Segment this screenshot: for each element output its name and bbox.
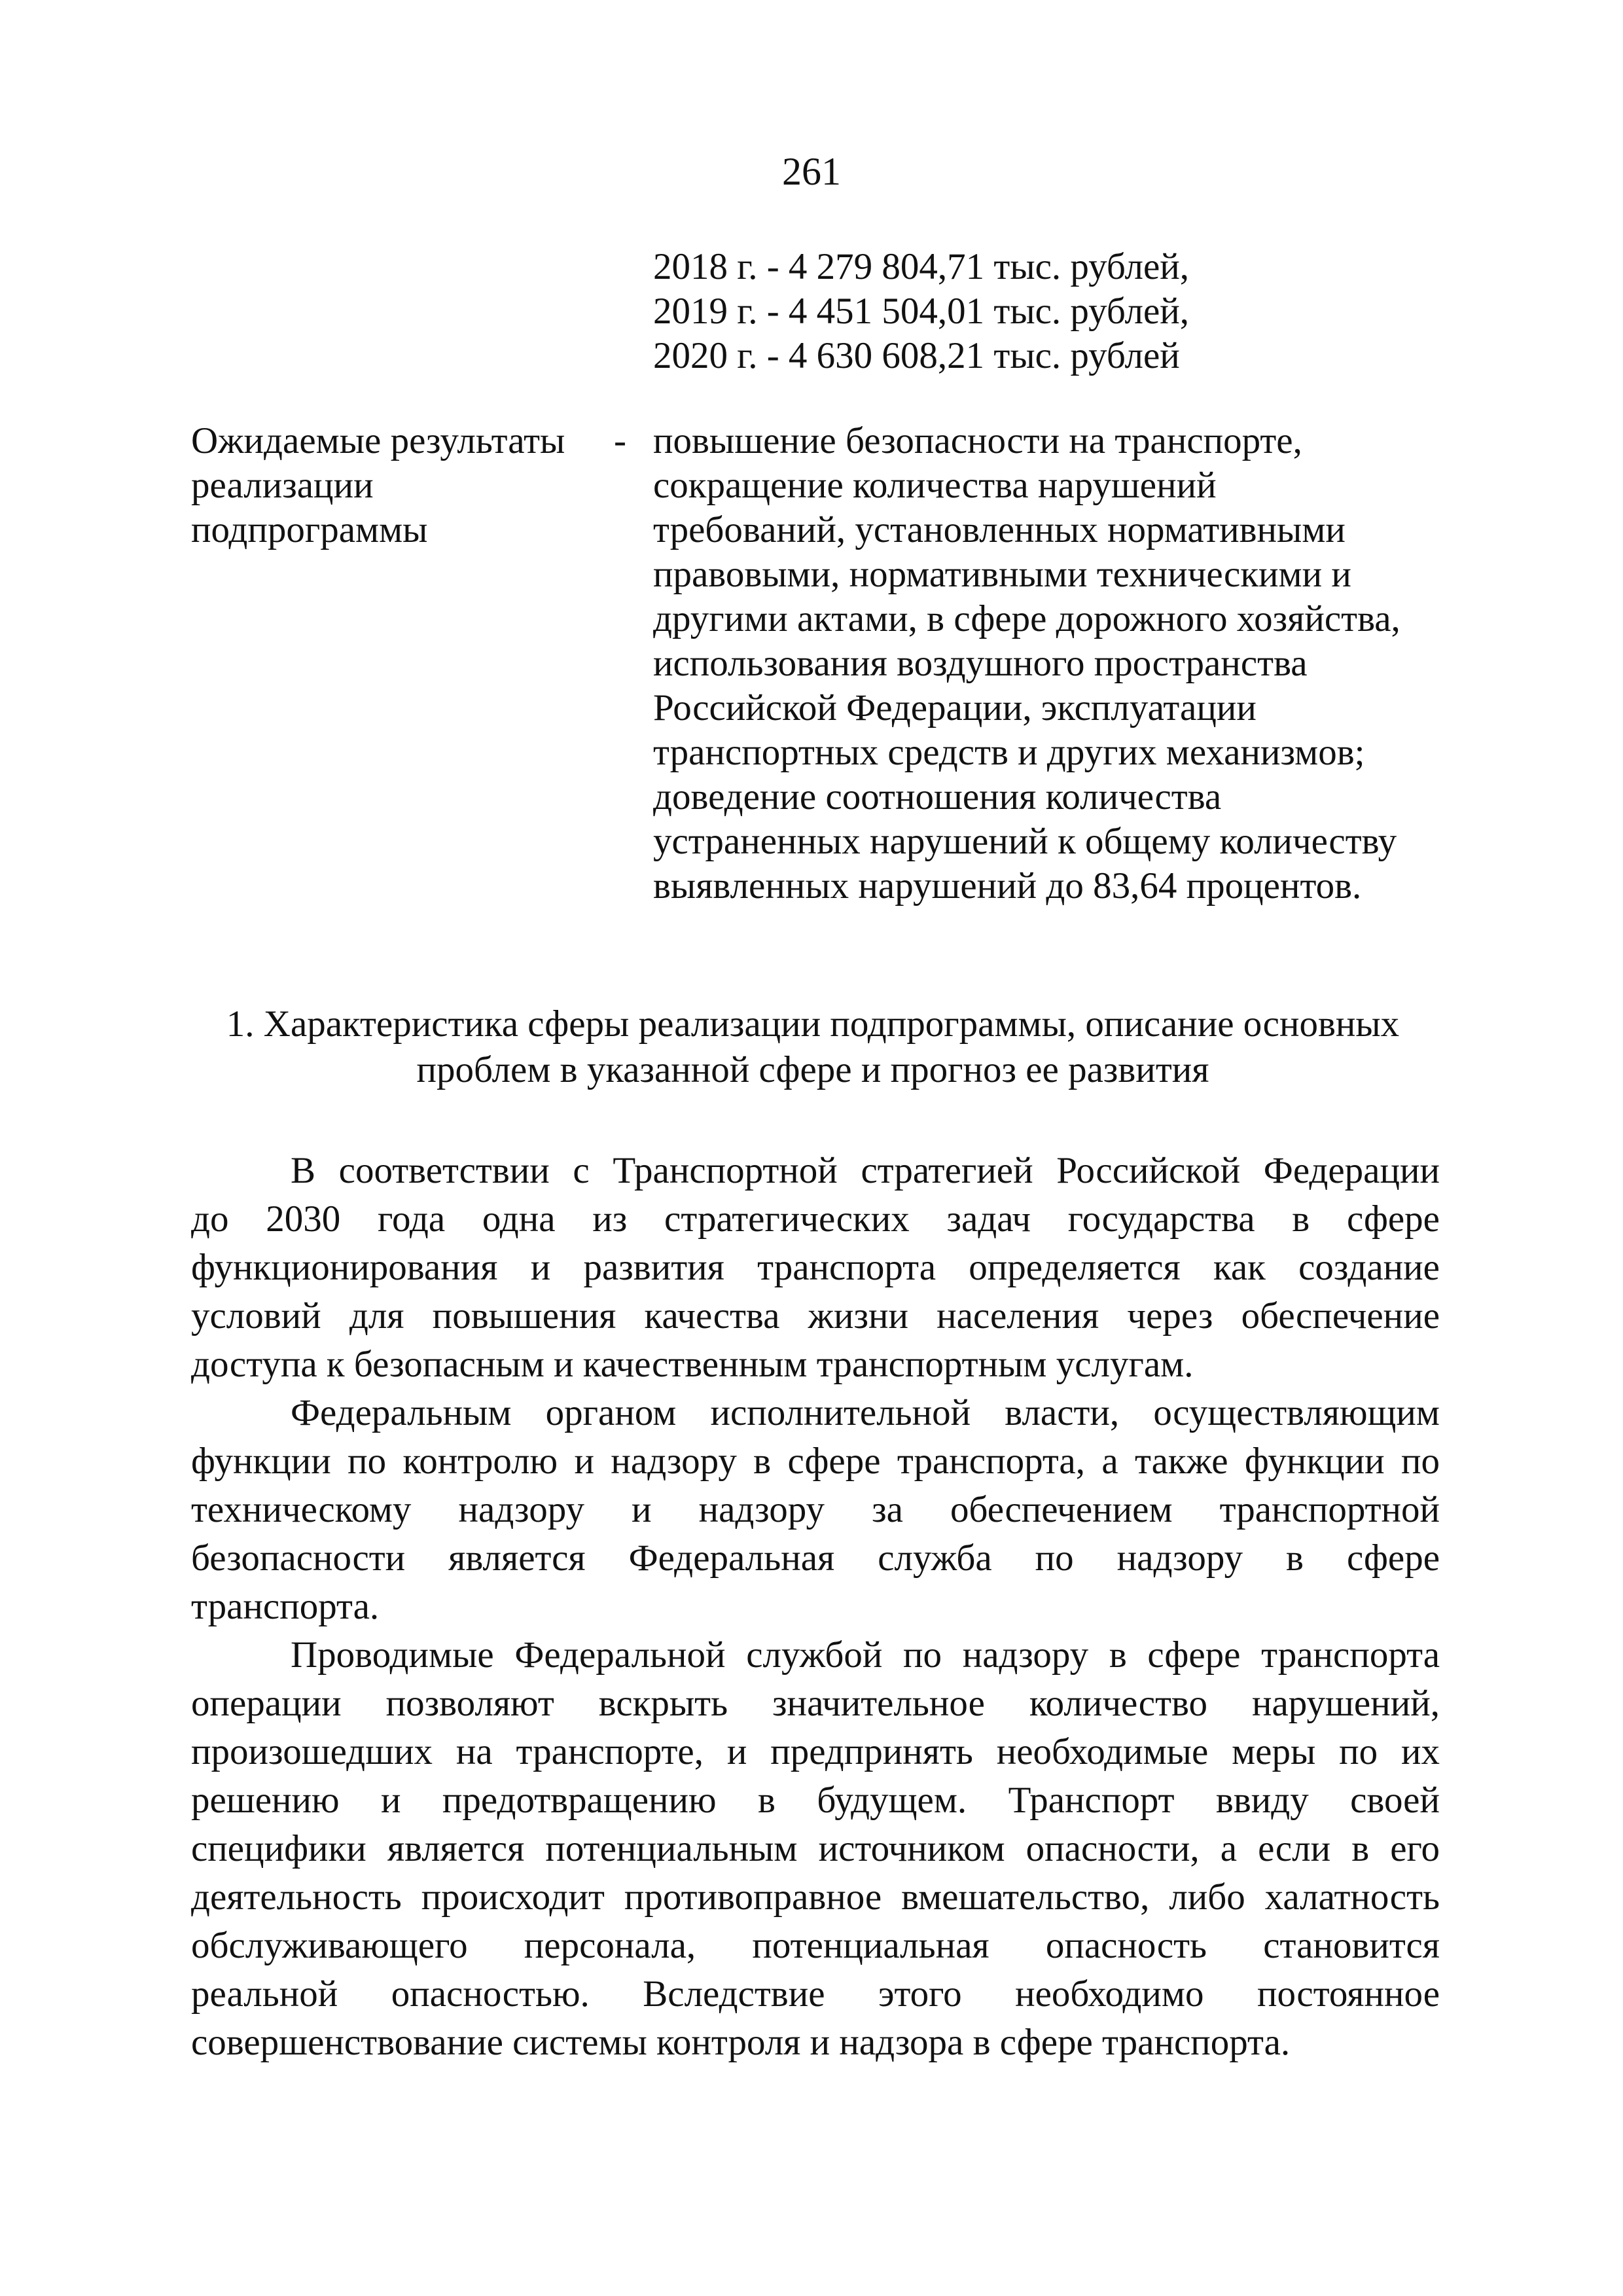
paragraph-line: безопасности является Федеральная служба по надзору в сфере <box>191 1537 1440 1579</box>
results-line: устраненных нарушений к общему количеству <box>653 821 1397 862</box>
paragraph-line: В соответствии с Транспортной стратегией Российской Федерации <box>291 1150 1440 1191</box>
funding-line: 2019 г. - 4 451 504,01 тыс. рублей, <box>653 291 1190 332</box>
paragraph <box>191 1389 1440 1631</box>
paragraph-line: обслуживающего персонала, потенциальная опасность становится <box>191 1925 1440 1966</box>
results-line: сокращение количества нарушений <box>653 465 1217 506</box>
paragraph-line: совершенствование системы контроля и надзора в сфере транспорта. <box>191 2022 1291 2063</box>
results-line: транспортных средств и других механизмов; <box>653 732 1365 773</box>
heading-line: проблем в указанной сфере и прогноз ее развития <box>416 1049 1209 1090</box>
expected-results-label <box>191 419 597 552</box>
paragraph-line: до 2030 года одна из стратегических задач государства в сфере <box>191 1198 1440 1240</box>
paragraph-line: реальной опасностью. Вследствие этого необходимо постоянное <box>191 1973 1440 2015</box>
section-heading <box>191 1001 1435 1093</box>
paragraph-line: доступа к безопасным и качественным транспортным услугам. <box>191 1344 1194 1385</box>
funding-line: 2020 г. - 4 630 608,21 тыс. рублей <box>653 335 1180 376</box>
paragraph <box>191 1147 1440 1389</box>
paragraph-line: Федеральным органом исполнительной власти, осуществляющим <box>291 1392 1440 1433</box>
heading-line: 1. Характеристика сферы реализации подпрограммы, описание основных <box>226 1003 1400 1045</box>
results-line: правовыми, нормативными техническими и <box>653 554 1351 595</box>
paragraph-line: специфики является потенциальным источником опасности, а если в его <box>191 1828 1440 1869</box>
expected-results-dash: - <box>614 420 626 461</box>
results-line: доведение соотношения количества <box>653 776 1222 817</box>
label-line: реализации <box>191 465 374 506</box>
results-line: требований, установленных нормативными <box>653 509 1346 550</box>
paragraph-line: деятельность происходит противоправное вмешательство, либо халатность <box>191 1876 1440 1918</box>
paragraph-line: функции по контролю и надзору в сфере транспорта, а также функции по <box>191 1441 1440 1482</box>
paragraph-line: функционирования и развития транспорта определяется как создание <box>191 1247 1440 1288</box>
paragraph-line: условий для повышения качества жизни населения через обеспечение <box>191 1295 1440 1336</box>
funding-line: 2018 г. - 4 279 804,71 тыс. рублей, <box>653 246 1190 287</box>
expected-results-text <box>653 419 1504 908</box>
results-line: другими актами, в сфере дорожного хозяйства, <box>653 598 1400 639</box>
results-line: использования воздушного пространства <box>653 643 1308 684</box>
results-line: повышение безопасности на транспорте, <box>653 420 1302 461</box>
body-text <box>191 1147 1440 2067</box>
paragraph-line: техническому надзору и надзору за обеспечением транспортной <box>191 1489 1440 1530</box>
paragraph-line: решению и предотвращению в будущем. Транспорт ввиду своей <box>191 1780 1440 1821</box>
funding-by-year <box>653 245 1189 378</box>
page-number: 261 <box>782 150 841 193</box>
label-line: Ожидаемые результаты <box>191 420 565 461</box>
paragraph <box>191 1631 1440 2067</box>
paragraph-line: транспорта. <box>191 1586 380 1627</box>
results-line: Российской Федерации, эксплуатации <box>653 687 1257 728</box>
results-line: выявленных нарушений до 83,64 процентов. <box>653 865 1362 906</box>
paragraph-line: Проводимые Федеральной службой по надзору в сфере транспорта <box>291 1634 1440 1676</box>
paragraph-line: операции позволяют вскрыть значительное количество нарушений, <box>191 1683 1440 1724</box>
paragraph-line: произошедших на транспорте, и предпринять необходимые меры по их <box>191 1731 1440 1772</box>
label-line: подпрограммы <box>191 509 428 550</box>
